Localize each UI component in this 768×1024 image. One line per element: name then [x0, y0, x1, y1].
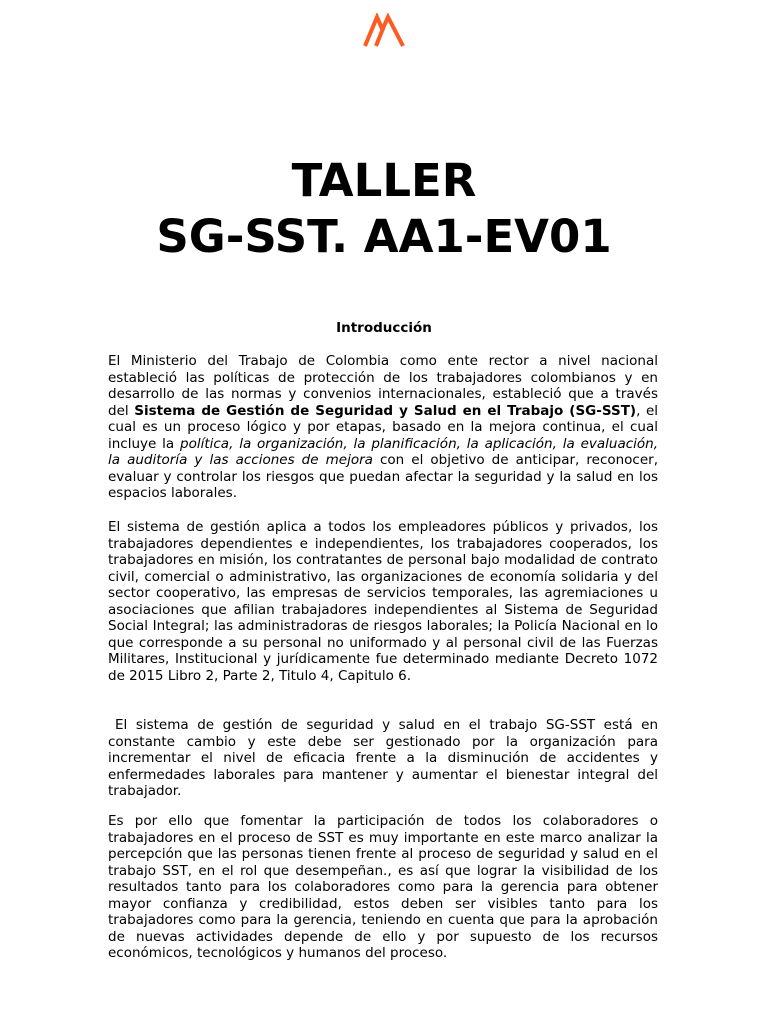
sg-sst-bold-name: Sistema de Gestión de Seguridad y Salud en el Trabajo (SG-SST)	[134, 402, 637, 419]
paragraph-1-text-c: con el objetivo de anticipar, reconocer, evaluar y controlar los riesgos que puedan afectar la seguridad y la salud en los espacios laborales.	[108, 452, 659, 501]
brand-logo-svg	[363, 13, 405, 49]
title-line-2: SG-SST. AA1-EV01	[156, 210, 612, 263]
section-heading-introduccion: Introducción	[336, 320, 432, 336]
brand-logo-icon	[363, 13, 405, 49]
paragraph-1-text-b: , el cual es un proceso lógico y por etapas, basado en la mejora continua, el cual incluye la	[108, 402, 659, 452]
title-line-1: TALLER	[291, 154, 477, 207]
document-title	[0, 153, 768, 265]
paragraph-1-italic-list: política, la organización, la planificación, la aplicación, la evaluación, la auditoría y las acciones de mejora	[108, 435, 659, 468]
paragraph-1	[108, 353, 658, 502]
paragraph-4: Es por ello que fomentar la participación de todos los colaboradores o trabajadores en el proceso de SST es muy importante en este marco analizar la percepción que las personas tienen frente al proceso de seguridad y salud en el trabajo SST, en el rol que desempeñan., es así que lograr la visibilidad de los resultados tanto para los colaboradores como para la gerencia para obtener mayor confianza y credibilidad, estos deben ser visibles tanto para los trabajadores como para la gerencia, teniendo en cuenta que para la aprobación de nuevas actividades depende de ello y por supuesto de los recursos económicos, tecnológicos y humanos del proceso.	[108, 813, 658, 961]
brand-logo-strokes	[365, 17, 403, 46]
paragraph-3: El sistema de gestión de seguridad y salud en el trabajo SG-SST está en constante cambio y este debe ser gestionado por la organización para incrementar el nivel de eficacia frente a la disminución de accidentes y enfermedades laborales para mantener y aumentar el bienestar integral del trabajador.	[108, 717, 658, 799]
paragraph-2: El sistema de gestión aplica a todos los empleadores públicos y privados, los trabajadores dependientes e independientes, los trabajadores cooperados, los trabajadores en misión, los contratantes de personal bajo modalidad de contrato civil, comercial o administrativo, las organizaciones de economía solidaria y del sector cooperativo, las empresas de servicios temporales, las agremiaciones u asociaciones que afilian trabajadores independientes al Sistema de Seguridad Social Integral; las administradoras de riesgos laborales; la Policía Nacional en lo que corresponde a su personal no uniformado y al personal civil de las Fuerzas Militares, Institucional y jurídicamente fue determinado mediante Decreto 1072 de 2015 Libro 2, Parte 2, Titulo 4, Capitulo 6.	[108, 519, 658, 684]
paragraph-1-text-a: El Ministerio del Trabajo de Colombia como ente rector a nivel nacional estableció las políticas de protección de los trabajadores colombianos y en desarrollo de las normas y convenios internacionales, estableció que a través del	[108, 353, 658, 419]
